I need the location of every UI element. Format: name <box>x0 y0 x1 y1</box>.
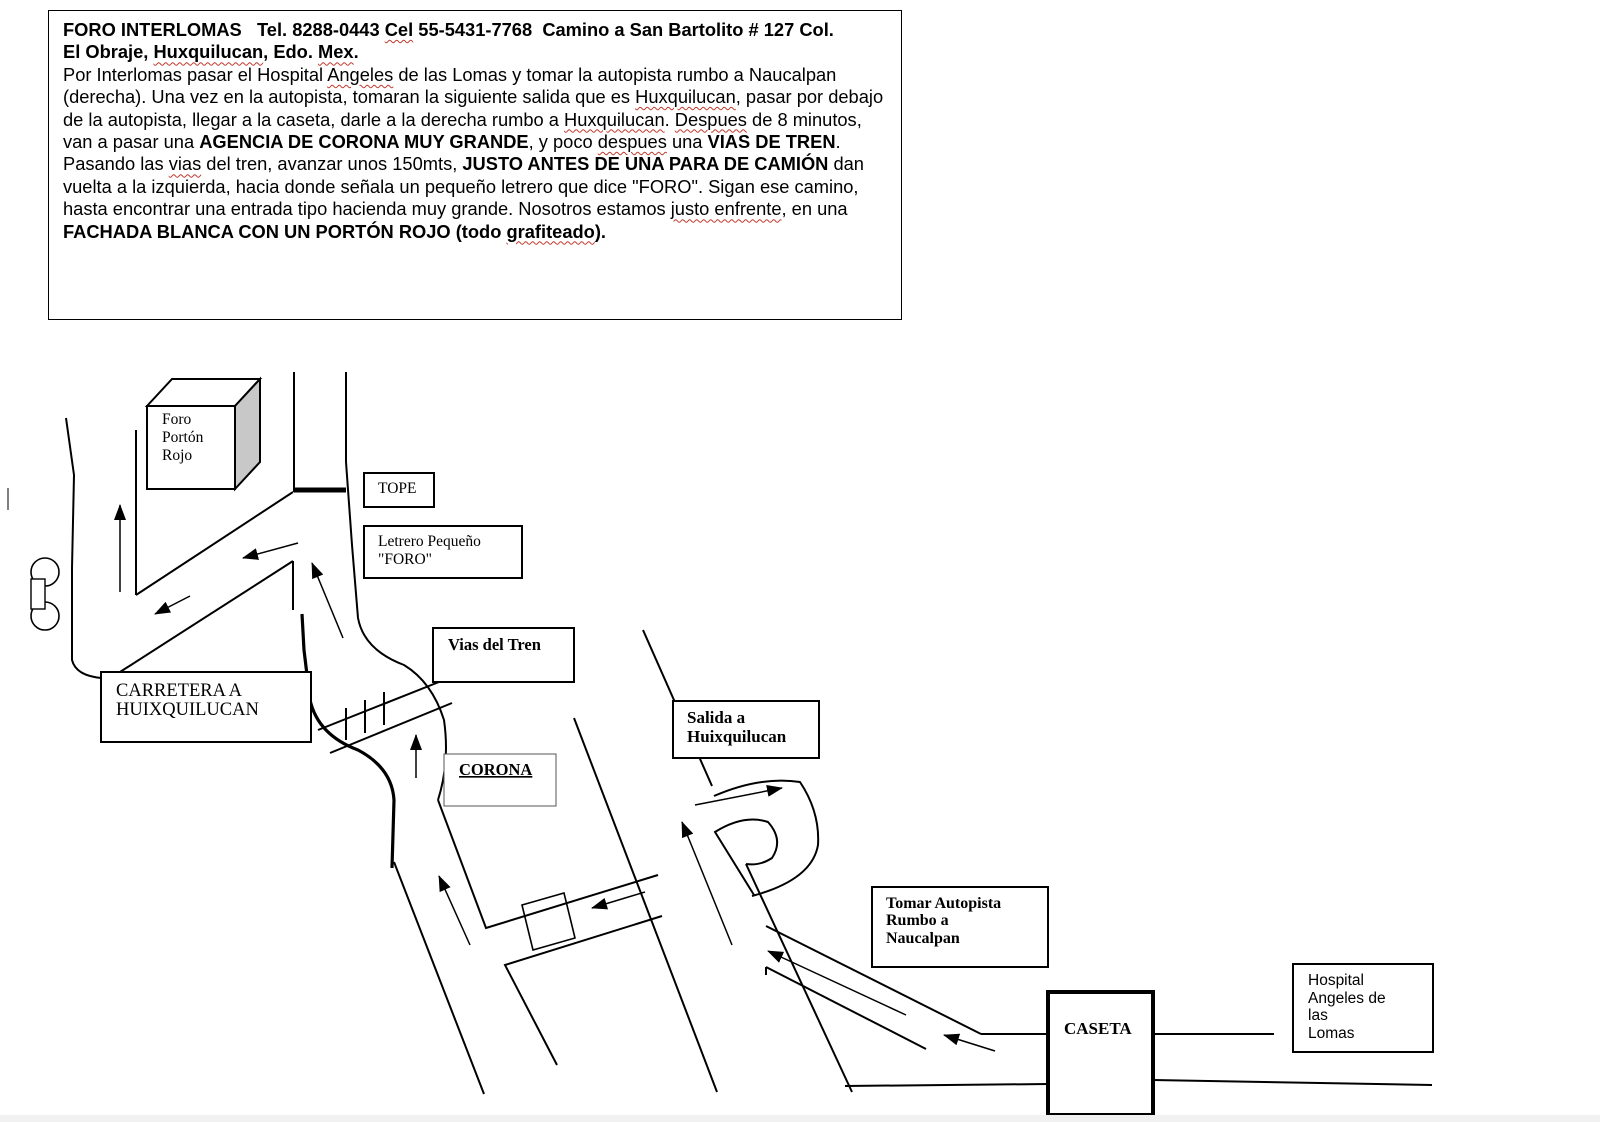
body-part: grafiteado <box>506 220 595 242</box>
letrero-label-1: Letrero Pequeño <box>378 533 481 550</box>
hospital-label-4: Lomas <box>1308 1025 1355 1042</box>
foro-label-1: Foro <box>162 411 192 428</box>
carretera-label-2: HUIXQUILUCAN <box>116 700 259 720</box>
body-part: , en una <box>781 198 848 220</box>
hospital-label-2: Angeles de <box>1308 990 1386 1007</box>
body-part: Por Interlomas pasar el Hospital <box>63 63 328 85</box>
body-part: Despues <box>674 108 747 130</box>
body-part: del tren, avanzar unos 150mts, <box>201 153 463 175</box>
header-address-municipio: Huxquilucan <box>153 41 264 63</box>
arrow-left-top <box>243 543 298 558</box>
autopista-right <box>746 864 852 1092</box>
arrow-up-autopista <box>682 822 732 945</box>
body-part: VIAS DE TREN <box>707 131 836 153</box>
body-part: dan vuelta a la izquierda, hacia donde señala un pequeño letrero que dice "FORO". Sigan ese camino, hasta encontrar una entrada tipo hacienda muy grande. Nosotros estamos <box>63 153 864 220</box>
railway-tracks <box>318 680 452 753</box>
body-part: ). <box>594 220 607 242</box>
body-part: . Pasando las <box>63 131 841 175</box>
arrow-left-bottom <box>155 596 190 614</box>
road-caseta-bottom-right <box>1153 1080 1432 1085</box>
salida-loop-inner <box>715 820 777 895</box>
road-vertical-right <box>346 462 446 800</box>
carretera-label-1: CARRETERA A <box>116 681 242 701</box>
road-main-right-lower <box>505 916 662 1065</box>
body-part: JUSTO ANTES DE UNA PARA DE CAMIÓN <box>462 153 829 175</box>
vias-label: Vias del Tren <box>448 635 541 654</box>
road-main-left <box>394 862 484 1094</box>
header-cel: 55-5431-7768 <box>418 19 533 40</box>
arrow-up-main <box>439 876 470 945</box>
body-part: AGENCIA DE CORONA MUY GRANDE <box>199 131 529 153</box>
body-part: , pasar por debajo de la autopista, llegar a la caseta, darle a la derecha rumbo a <box>63 86 884 130</box>
header-address-dot: . <box>353 41 359 63</box>
tomar-label-1: Tomar Autopista <box>886 895 1002 912</box>
autopista-left <box>574 718 717 1092</box>
caseta-label: CASETA <box>1064 1019 1132 1038</box>
body-part: de 8 minutos, van a pasar una <box>63 108 862 153</box>
body-part: Huxquilucan <box>635 86 736 108</box>
hospital-label-1: Hospital <box>1308 972 1364 989</box>
body-part: . <box>664 108 675 130</box>
road-caseta-lower <box>766 967 926 1049</box>
header-address-colonia: El Obraje, <box>63 41 149 63</box>
arrow-up-diagonal <box>312 563 343 638</box>
body-part: Angeles <box>327 63 394 85</box>
header-address-line1: Camino a San Bartolito # 127 Col. <box>542 19 834 40</box>
bus-stop-icon <box>31 558 59 630</box>
arrow-left-caseta <box>944 1035 995 1051</box>
header-tel: Tel. 8288-0443 <box>257 19 380 40</box>
hospital-label-3: las <box>1308 1007 1328 1024</box>
page-bottom-edge <box>0 1115 1600 1122</box>
header-cel-label: Cel <box>384 19 414 40</box>
tomar-label-3: Naucalpan <box>886 930 960 947</box>
salida-label-2: Huixquilucan <box>687 727 787 746</box>
body-part: despues <box>597 131 667 153</box>
overpass-box <box>522 893 575 950</box>
arrow-left-overpass <box>592 892 645 908</box>
caseta-box <box>1048 992 1153 1115</box>
road-main-right-upper <box>438 800 658 928</box>
body-part: vias <box>168 153 202 175</box>
road-left-edge <box>66 418 102 678</box>
tomar-label-2: Rumbo a <box>886 912 949 929</box>
letrero-label-2: "FORO" <box>378 551 433 568</box>
foro-label-2: Portón <box>162 429 204 446</box>
header-address-edo: , Edo. <box>263 41 313 63</box>
body-part: Huxquilucan <box>564 108 665 130</box>
road-foro-diagonal <box>136 492 293 595</box>
body-part: de las Lomas y tomar la autopista rumbo a Naucalpan (derecha). Una vez en la autopista, tomaran la siguiente salida que es <box>63 63 837 108</box>
foro-label-3: Rojo <box>162 447 193 464</box>
arrow-right-salida <box>695 788 782 805</box>
corona-label: CORONA <box>459 760 533 779</box>
road-caseta-bottom <box>845 1084 1048 1086</box>
tope-label: TOPE <box>378 480 417 497</box>
body-part: una <box>666 131 708 153</box>
header-name: FORO INTERLOMAS <box>63 19 242 40</box>
salida-label-1: Salida a <box>687 708 746 727</box>
body-part: , y poco <box>528 131 598 153</box>
body-part: FACHADA BLANCA CON UN PORTÓN ROJO (todo <box>63 220 507 242</box>
road-carretera-diagonal <box>120 561 293 672</box>
body-part: justo enfrente <box>670 198 782 220</box>
header-address-mex: Mex <box>318 41 354 63</box>
